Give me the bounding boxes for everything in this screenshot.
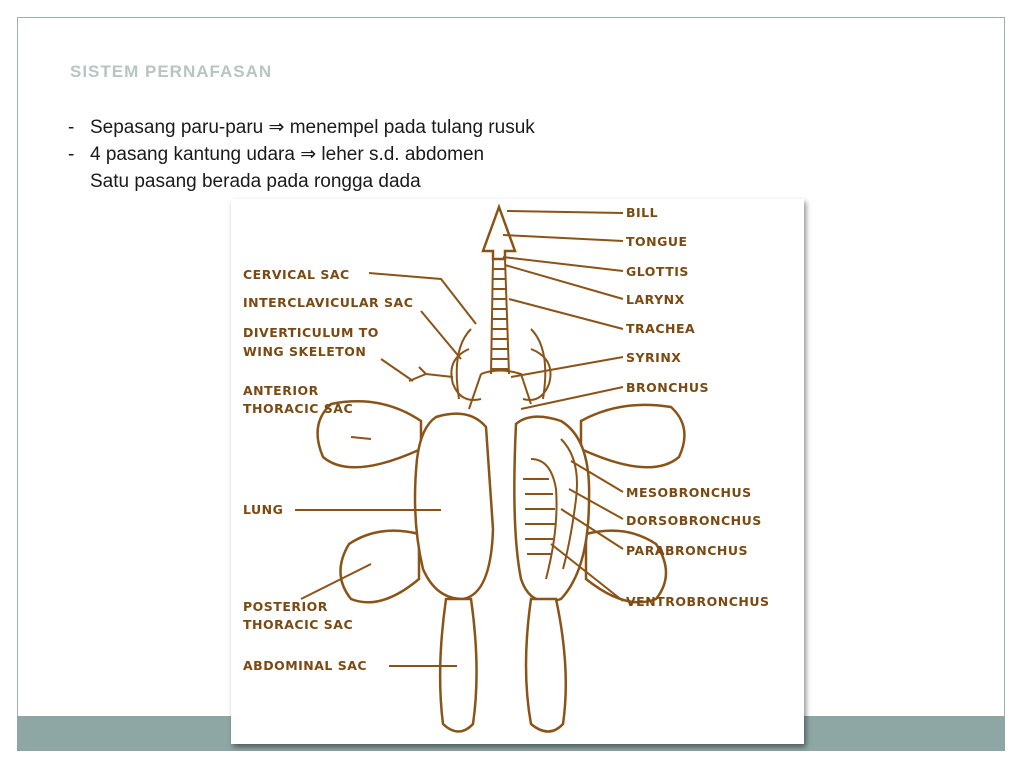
label-abdominal-sac: ABDOMINAL SAC bbox=[243, 658, 368, 673]
label-ventrobronchus: VENTROBRONCHUS bbox=[626, 594, 770, 609]
slide-title: SISTEM PERNAFASAN bbox=[70, 62, 273, 81]
label-glottis: GLOTTIS bbox=[626, 264, 689, 279]
bullet-item bbox=[68, 168, 535, 195]
bullet-text: 4 pasang kantung udara ⇒ leher s.d. abdomen bbox=[90, 144, 485, 165]
label-anterior-line1: ANTERIOR bbox=[243, 383, 319, 398]
label-diverticulum-line2: WING SKELETON bbox=[243, 344, 367, 359]
bullet-dash: - bbox=[68, 117, 75, 138]
label-interclavicular-sac: INTERCLAVICULAR SAC bbox=[243, 295, 414, 310]
label-posterior-line1: POSTERIOR bbox=[243, 599, 328, 614]
bird-respiratory-svg bbox=[231, 199, 804, 744]
bullet-item bbox=[68, 114, 535, 141]
posterior-thoracic-sac-right bbox=[586, 531, 666, 603]
label-diverticulum-line1: DIVERTICULUM TO bbox=[243, 325, 379, 340]
label-cervical-sac: CERVICAL SAC bbox=[243, 267, 350, 282]
label-trachea: TRACHEA bbox=[626, 321, 696, 336]
posterior-thoracic-sac-left bbox=[340, 531, 419, 603]
bullet-dash: - bbox=[68, 144, 75, 165]
bullet-item bbox=[68, 141, 535, 168]
bronchi-shape bbox=[469, 371, 531, 410]
label-dorsobronchus: DORSOBRONCHUS bbox=[626, 513, 762, 528]
bullet-text: Satu pasang berada pada rongga dada bbox=[90, 171, 421, 192]
abdominal-sac-right bbox=[526, 599, 566, 732]
label-bill: BILL bbox=[626, 205, 659, 220]
anterior-thoracic-sac-right bbox=[581, 405, 684, 467]
label-tongue: TONGUE bbox=[626, 234, 688, 249]
label-parabronchus: PARABRONCHUS bbox=[626, 543, 749, 558]
label-mesobronchus: MESOBRONCHUS bbox=[626, 485, 752, 500]
respiratory-diagram bbox=[231, 199, 804, 744]
bill-shape bbox=[483, 207, 515, 259]
lung-left bbox=[415, 414, 493, 599]
label-larynx: LARYNX bbox=[626, 292, 685, 307]
label-syrinx: SYRINX bbox=[626, 350, 682, 365]
bullet-list bbox=[68, 114, 535, 195]
wing-diverticulum bbox=[409, 367, 453, 381]
label-lung: LUNG bbox=[243, 502, 284, 517]
label-bronchus: BRONCHUS bbox=[626, 380, 710, 395]
label-anterior-line2: THORACIC SAC bbox=[243, 401, 354, 416]
interclavicular-sac bbox=[451, 349, 550, 400]
bullet-text: Sepasang paru-paru ⇒ menempel pada tulang rusuk bbox=[90, 117, 535, 138]
label-posterior-line2: THORACIC SAC bbox=[243, 617, 354, 632]
trachea-shape bbox=[491, 259, 509, 374]
